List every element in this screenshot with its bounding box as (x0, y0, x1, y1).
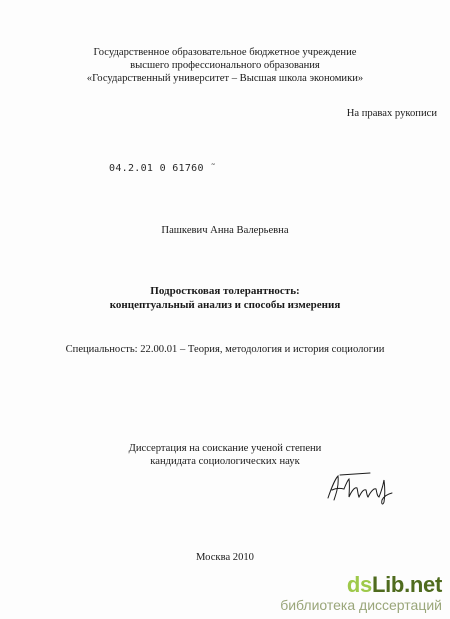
manuscript-rights-note: На правах рукописи (346, 108, 437, 119)
dissertation-line-2: кандидата социологических наук (150, 456, 300, 467)
institution-line-1: Государственное образовательное бюджетное учреждение (93, 47, 357, 58)
title-line-2: концептуальный анализ и способы измерения (109, 299, 341, 311)
city-year: Москва 2010 (196, 552, 254, 563)
dissertation-line-1: Диссертация на соискание ученой степени (128, 443, 322, 454)
institution-line-3: «Государственный университет – Высшая школа экономики» (86, 73, 364, 84)
specialty-line: Специальность: 22.00.01 – Теория, методология и история социологии (65, 344, 385, 355)
watermark-logo-rest: Lib.net (371, 572, 442, 597)
dslib-watermark[interactable] (280, 573, 442, 613)
watermark-subtitle: библиотека диссертаций (280, 597, 442, 613)
author-name: Пашкевич Анна Валерьевна (161, 225, 289, 236)
handwritten-signature (322, 466, 394, 506)
title-line-1: Подростковая толерантность: (150, 285, 300, 297)
watermark-logo-ds: ds (346, 572, 372, 597)
registration-stamp: 04.2.01 0 61760 ˜ (109, 163, 217, 174)
watermark-logo (280, 573, 442, 597)
institution-line-2: высшего профессионального образования (130, 60, 320, 71)
